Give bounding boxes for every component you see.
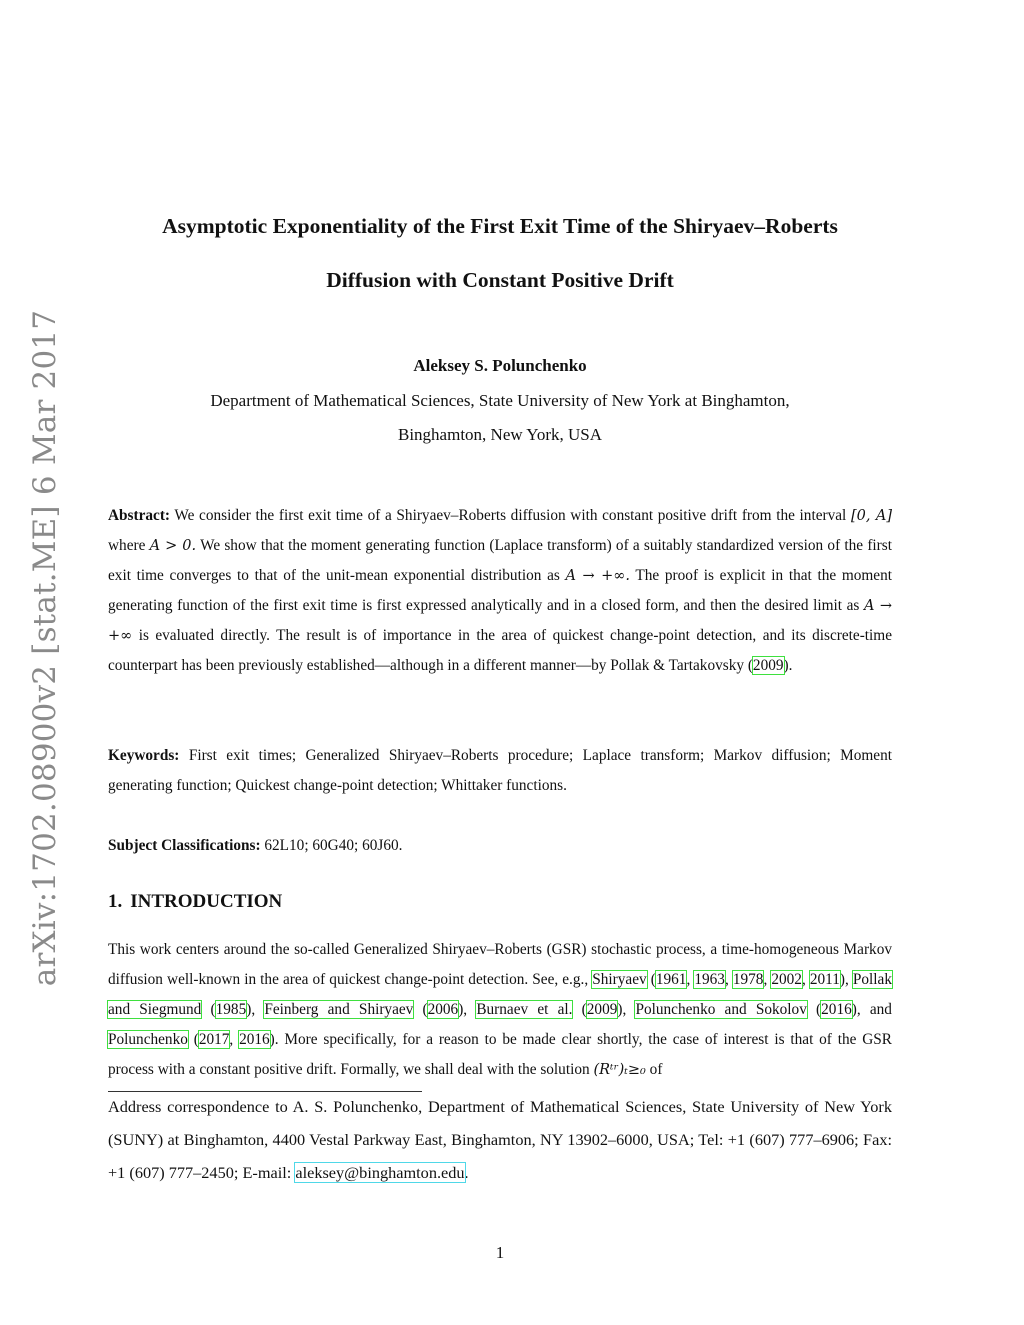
subject-classifications	[108, 831, 892, 861]
math-limit: A → +∞	[108, 598, 892, 644]
abstract-label: Abstract:	[108, 507, 171, 524]
intro-text: (	[187, 1031, 199, 1048]
abstract-text: The proof is explicit in that the moment generating function of the first exit time is first expressed analytically and in a closed form, and then the desired limit as	[108, 567, 892, 614]
keywords	[108, 741, 892, 801]
citation-link[interactable]: 2009	[586, 1001, 618, 1018]
citation-link[interactable]: 1961	[655, 971, 687, 988]
arxiv-id: arXiv:1702.08900v2 [stat.ME] 6 Mar 2017	[27, 309, 63, 986]
abstract-text: We show that the moment generating function (Laplace transform) of a suitably standardized version of the first exit time converges to that of the unit-mean exponential distribution as	[108, 537, 892, 584]
intro-paragraph	[108, 935, 892, 1085]
abstract-text: ).	[783, 657, 793, 674]
author-name: Aleksey S. Polunchenko	[413, 356, 587, 375]
intro-text: ),	[458, 1001, 477, 1018]
math-interval: [0, A]	[850, 508, 892, 524]
section-number: 1.	[108, 891, 123, 912]
intro-text: ),	[839, 971, 853, 988]
citation-link[interactable]: 1963	[694, 971, 725, 988]
citation-link[interactable]: Shiryaev	[592, 971, 647, 988]
abstract	[108, 501, 892, 681]
citation-link[interactable]: Polunchenko and Sokolov	[635, 1001, 807, 1018]
intro-text: ). More specifically, for a reason to be made clear shortly, the case of interest is that of the GSR process with a constant positive drift. Formally, we shall deal with the solution	[108, 1031, 892, 1078]
section-title: INTRODUCTION	[130, 891, 283, 912]
citation-link[interactable]: 2006	[427, 1001, 459, 1018]
subject-text: 62L10; 60G40; 60J60.	[264, 837, 403, 854]
intro-text: (	[413, 1001, 428, 1018]
citation-link[interactable]: 2002	[771, 971, 802, 988]
citation-link[interactable]: Burnaev et al.	[476, 1001, 573, 1018]
citation-link[interactable]: 1985	[215, 1001, 247, 1018]
intro-text: (	[572, 1001, 587, 1018]
citation-link[interactable]: 2009	[752, 657, 784, 674]
intro-text: (	[201, 1001, 216, 1018]
paper-title-line-1: Asymptotic Exponentiality of the First Exit Time of the Shiryaev–Roberts	[162, 214, 838, 238]
paper-title-line-2: Diffusion with Constant Positive Drift	[326, 268, 674, 292]
abstract-text: is evaluated directly. The result is of importance in the area of quickest change-point detection, and its discrete-time counterpart has been previously established—although in a different manner—by Pollak & Tartakovsky (	[108, 627, 892, 674]
email-link[interactable]: aleksey@binghamton.edu	[295, 1163, 465, 1182]
intro-text: ,	[763, 971, 772, 988]
citation-link[interactable]: 1978	[732, 971, 764, 988]
intro-text: ),	[617, 1001, 636, 1018]
abstract-text: We consider the first exit time of a Shiryaev–Roberts diffusion with constant positive drift from the interval	[174, 507, 847, 524]
footnote-text: .	[464, 1163, 469, 1182]
keywords-text: First exit times; Generalized Shiryaev–Roberts procedure; Laplace transform; Markov diffusion; Moment generating function; Quickest change-point detection; Whittaker functions.	[108, 747, 892, 794]
intro-text: This work centers around the so-called Generalized Shiryaev–Roberts (GSR) stochastic process, a time-homogeneous Markov diffusion well-known in the area of quickest change-point detection. See, e.g.,	[108, 941, 892, 988]
intro-text: ), and	[851, 1001, 892, 1018]
citation-link[interactable]: 2016	[239, 1031, 270, 1048]
subject-label: Subject Classifications:	[108, 837, 261, 854]
intro-text: ,	[724, 971, 733, 988]
citation-link[interactable]: 2017	[198, 1031, 230, 1048]
footnote-text: Address correspondence to A. S. Polunchenko, Department of Mathematical Sciences, State University of New York (SUNY) at Binghamton, 4400 Vestal Parkway East, Binghamton, NY 13902–6000, USA; Tel: +1 (607) 777–6906; Fax: +1 (607) 777–2450; E-mail:	[108, 1097, 892, 1182]
intro-text: ,	[229, 1031, 240, 1048]
intro-text: of	[645, 1061, 663, 1078]
math-process: (Rᵗʳ)ₜ≥₀	[593, 1062, 646, 1078]
citation-link[interactable]: Feinberg and Shiryaev	[264, 1001, 414, 1018]
abstract-text: where	[108, 537, 146, 554]
citation-link[interactable]: Pollak and Siegmund	[108, 971, 892, 1018]
citation-link[interactable]: Polunchenko	[108, 1031, 188, 1048]
intro-text: (	[646, 971, 656, 988]
intro-text: (	[806, 1001, 822, 1018]
math-condition: A > 0.	[149, 538, 197, 554]
page-number: 1	[495, 1243, 505, 1262]
arxiv-stamp	[16, 309, 74, 986]
intro-text: ),	[246, 1001, 265, 1018]
affiliation-line-1: Department of Mathematical Sciences, State University of New York at Binghamton,	[210, 391, 790, 410]
section-heading	[108, 891, 282, 913]
footnote	[108, 1090, 892, 1189]
citation-link[interactable]: 2016	[821, 1001, 852, 1018]
citation-link[interactable]: 2011	[809, 971, 840, 988]
intro-text: ,	[801, 971, 810, 988]
intro-text: ,	[686, 971, 695, 988]
keywords-label: Keywords:	[108, 747, 180, 764]
affiliation-line-2: Binghamton, New York, USA	[397, 425, 603, 444]
math-limit: A → +∞.	[565, 568, 630, 584]
